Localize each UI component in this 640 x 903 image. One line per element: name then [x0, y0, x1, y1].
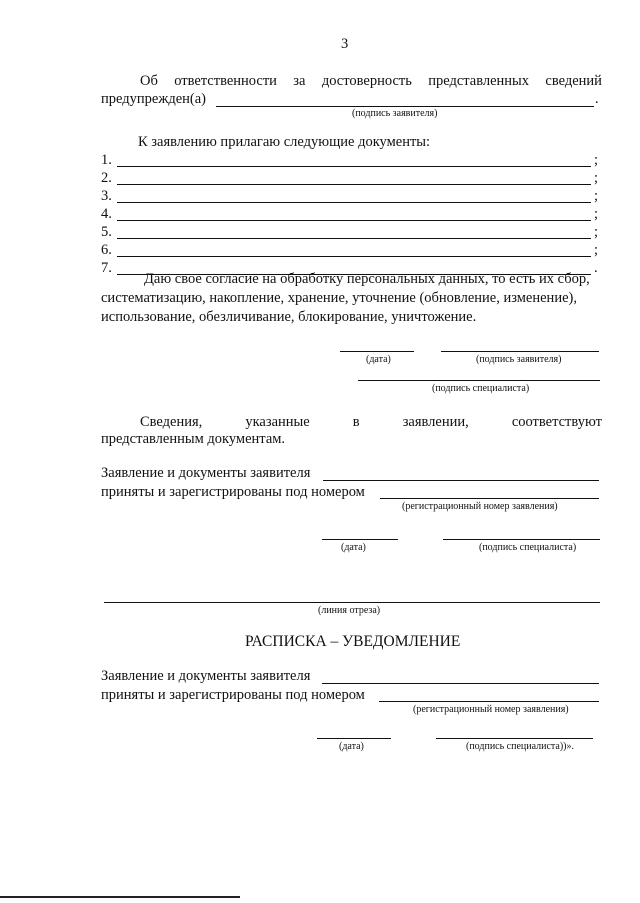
date-caption: (дата)	[341, 542, 366, 553]
word: Сведения,	[140, 414, 203, 430]
item-number: 2.	[101, 170, 112, 186]
conformity-line1	[140, 414, 602, 431]
document-line[interactable]	[117, 238, 591, 239]
item-number: 3.	[101, 188, 112, 204]
applicant-signature-caption: (подпись заявителя)	[352, 108, 438, 119]
registration-line1: Заявление и документы заявителя	[101, 465, 311, 481]
applicant-signature-line[interactable]	[216, 106, 594, 107]
word: заявлении,	[402, 414, 469, 430]
applicant-signature-line[interactable]	[441, 351, 599, 352]
date-line[interactable]	[322, 539, 398, 540]
word: достоверность	[321, 73, 412, 89]
specialist-signature-caption: (подпись специалиста))».	[466, 741, 575, 752]
page-number: 3	[341, 36, 349, 52]
page-edge-line	[0, 896, 240, 898]
consent-line1: Даю свое согласие на обработку персональных данных, то есть их сбор,	[144, 271, 590, 287]
item-end: ;	[594, 170, 599, 186]
document-line[interactable]	[117, 184, 591, 185]
registration-number-line[interactable]	[380, 498, 599, 499]
date-line[interactable]	[340, 351, 414, 352]
date-caption: (дата)	[366, 354, 391, 365]
word: сведений	[545, 73, 602, 89]
applicant-name-line[interactable]	[323, 480, 599, 481]
word: представленных	[428, 73, 530, 89]
document-line[interactable]	[117, 220, 591, 221]
consent-line2: систематизацию, накопление, хранение, уточнение (обновление, изменение),	[101, 290, 577, 306]
item-end: ;	[594, 152, 599, 168]
receipt-line1: Заявление и документы заявителя	[101, 668, 311, 684]
document-line[interactable]	[117, 256, 591, 257]
item-end: .	[594, 260, 598, 276]
period: .	[595, 91, 599, 107]
document-line[interactable]	[117, 166, 591, 167]
word: в	[352, 414, 360, 430]
registration-number-caption: (регистрационный номер заявления)	[402, 501, 558, 512]
word: Об	[140, 73, 158, 89]
responsibility-line1	[140, 73, 602, 90]
specialist-signature-line[interactable]	[358, 380, 600, 381]
conformity-line2: представленным документам.	[101, 431, 286, 447]
item-number: 1.	[101, 152, 112, 168]
applicant-signature-caption: (подпись заявителя)	[476, 354, 562, 365]
specialist-signature-caption: (подпись специалиста)	[479, 542, 577, 553]
item-number: 7.	[101, 260, 112, 276]
specialist-signature-line[interactable]	[436, 738, 593, 739]
word: соответствуют	[511, 414, 602, 430]
specialist-signature-line[interactable]	[443, 539, 600, 540]
item-number: 6.	[101, 242, 112, 258]
specialist-signature-caption: (подпись специалиста)	[432, 383, 530, 394]
registration-number-line[interactable]	[379, 701, 599, 702]
item-end: ;	[594, 242, 599, 258]
registration-line2: приняты и зарегистрированы под номером	[101, 484, 365, 500]
cut-line	[104, 602, 600, 603]
item-end: ;	[594, 206, 599, 222]
date-caption: (дата)	[339, 741, 364, 752]
registration-number-caption: (регистрационный номер заявления)	[413, 704, 569, 715]
document-line[interactable]	[117, 202, 591, 203]
receipt-title: РАСПИСКА – УВЕДОМЛЕНИЕ	[245, 633, 461, 650]
item-number: 5.	[101, 224, 112, 240]
item-end: ;	[594, 188, 599, 204]
attachments-heading: К заявлению прилагаю следующие документы:	[138, 134, 431, 150]
item-number: 4.	[101, 206, 112, 222]
word: указанные	[245, 414, 310, 430]
responsibility-line2: предупрежден(а)	[101, 91, 207, 107]
word: за	[293, 73, 306, 89]
cut-line-caption: (линия отреза)	[318, 605, 381, 616]
receipt-line2: приняты и зарегистрированы под номером	[101, 687, 365, 703]
item-end: ;	[594, 224, 599, 240]
word: ответственности	[174, 73, 277, 89]
date-line[interactable]	[317, 738, 391, 739]
consent-line3: использование, обезличивание, блокирование, уничтожение.	[101, 309, 477, 325]
applicant-name-line[interactable]	[322, 683, 599, 684]
